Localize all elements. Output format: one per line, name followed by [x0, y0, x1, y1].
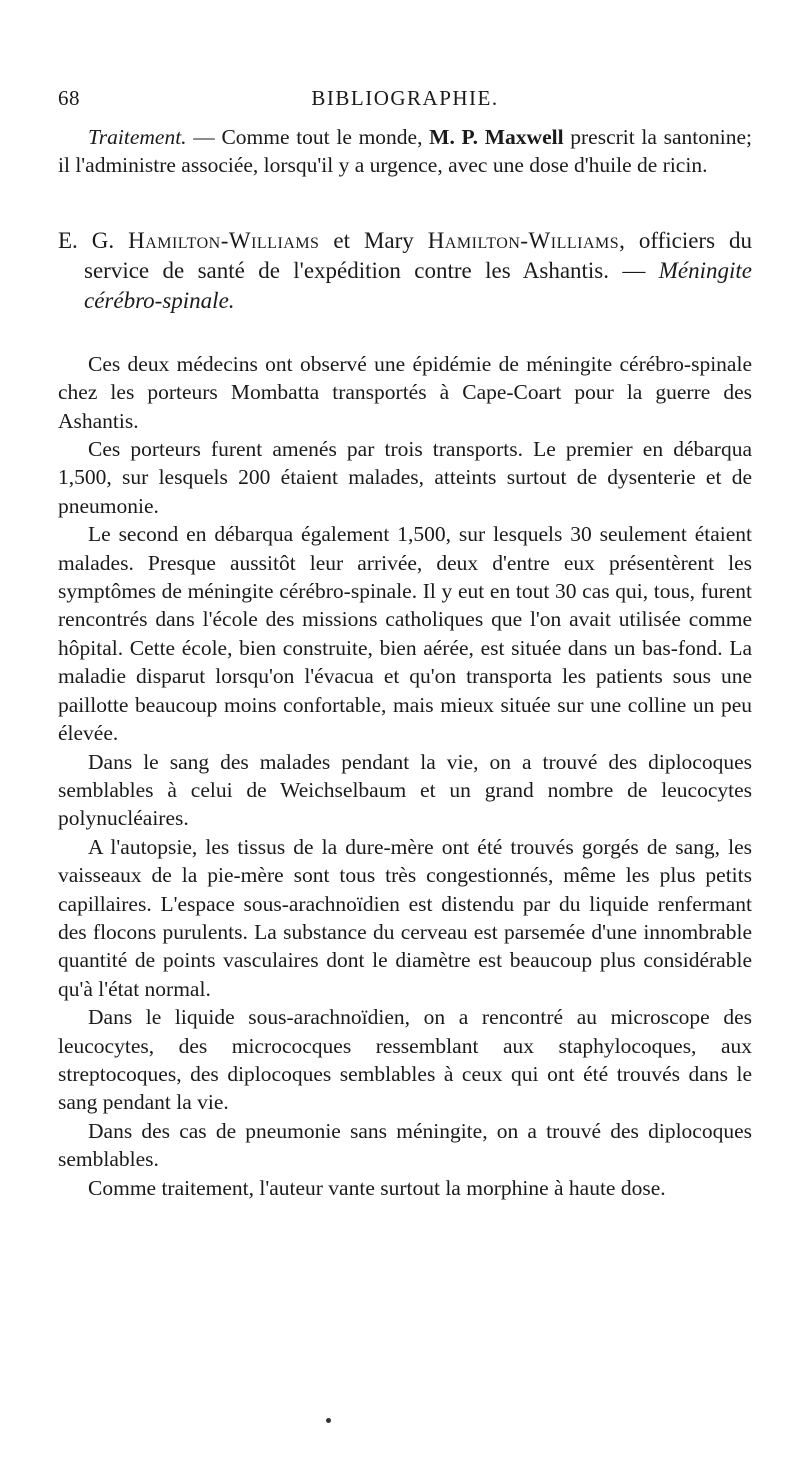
- page-number: 68: [58, 86, 80, 110]
- treatment-label: Traitement.: [88, 125, 187, 149]
- treatment-text-b: prescrit la santonine; il l'administre associée, lorsqu'il y a urgence, avec une dose d'huile de ricin.: [58, 125, 753, 178]
- entry-author-1: Hamilton-Williams: [128, 227, 320, 253]
- running-title: BIBLIOGRAPHIE.: [311, 86, 499, 110]
- bibliography-entry-heading: [58, 226, 752, 316]
- entry-author-2: Hamilton-Williams: [427, 227, 620, 253]
- treatment-author: M. P. Maxwell: [429, 125, 564, 149]
- body-paragraph: Dans des cas de pneumonie sans méningite, on a trouvé des diplocoques semblables.: [58, 1118, 752, 1172]
- treatment-paragraph: [58, 123, 752, 180]
- treatment-dash: —: [186, 125, 222, 149]
- body-paragraph: Le second en débarqua également 1,500, sur lesquels 30 seulement étaient malades. Presque aussitôt leur arrivée, deux d'entre eux présentèrent les symptômes de méningite cérébro-spinale. Il y eut en tout 30 cas qui, tous, furent rencontrés dans l'école des missions catholiques que l'on avait utilisée comme hôpital. Cette école, bien construite, bien aérée, est située dans un bas-fond. La maladie disparut lorsqu'on l'évacua et qu'on transporta les patients sous une paillotte beaucoup moins confortable, mais mieux située sur une colline un peu élevée.: [58, 522, 752, 746]
- ink-speck: [326, 1418, 331, 1423]
- running-head: [58, 86, 752, 116]
- body-text: [58, 123, 752, 1202]
- body-paragraph: A l'autopsie, les tissus de la dure-mère ont été trouvés gorgés de sang, les vaisseaux de la pie-mère sont tous très congestionnés, même les plus petits capillaires. L'espace sous-arachnoïdien est distendu par du liquide renfermant des flocons purulents. La substance du cerveau est parsemée d'une innombrable quantité de points vasculaires dont le diamètre est beaucoup plus considérable qu'à l'état normal.: [58, 834, 752, 1001]
- entry-title: Méningite cérébro-spinale.: [84, 257, 752, 313]
- section-gap: [58, 316, 752, 350]
- section-gap: [58, 180, 752, 226]
- body-paragraph: Dans le sang des malades pendant la vie, on a trouvé des diplocoques semblables à celui de Weichselbaum et un grand nombre de leucocytes polynucléaires.: [58, 749, 752, 831]
- entry-connector: et Mary: [319, 227, 428, 253]
- entry-affiliation: , officiers du service de santé de l'expédition contre les Ashantis. —: [84, 227, 752, 283]
- treatment-text-a: Comme tout le monde,: [221, 125, 430, 149]
- body-paragraph: Comme traitement, l'auteur vante surtout la morphine à haute dose.: [88, 1175, 666, 1200]
- body-paragraph: Ces deux médecins ont observé une épidémie de méningite cérébro-spinale chez les porteurs Mombatta transportés à Cape-Coart pour la guerre des Ashantis.: [58, 351, 752, 433]
- entry-authors-prefix: E. G.: [58, 227, 129, 253]
- body-paragraph: Dans le liquide sous-arachnoïdien, on a rencontré au microscope des leucocytes, des micrococques ressemblant aux staphylocoques, aux streptocoques, des diplocoques semblables à ceux qui ont été trouvés dans le sang pendant la vie.: [58, 1005, 752, 1115]
- body-paragraph: Ces porteurs furent amenés par trois transports. Le premier en débarqua 1,500, sur lesquels 200 étaient malades, atteints surtout de dysenterie et de pneumonie.: [58, 437, 752, 518]
